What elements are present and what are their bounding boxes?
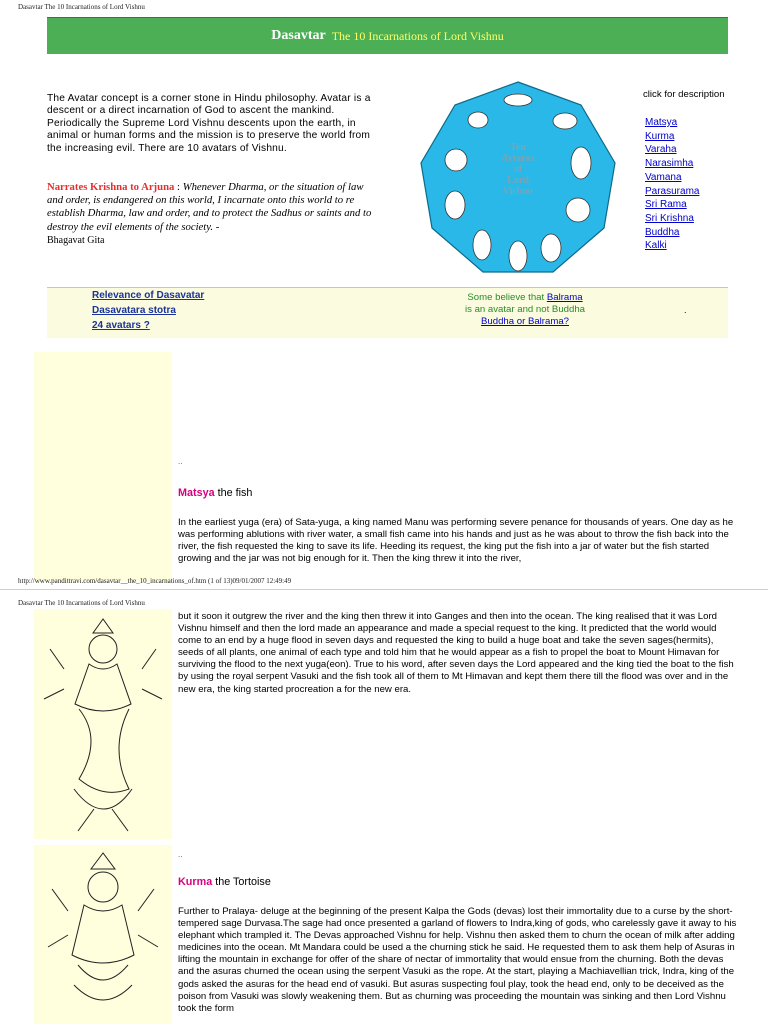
avatar-link-sri-krishna[interactable]: Sri Krishna: [645, 212, 694, 224]
avatar-link-varaha[interactable]: Varaha: [645, 144, 677, 156]
quote-text: Whenever Dharma, or the situation of law and order, is endangered on this world, I incarnate onto this world to re establish Dharma, law and order, and to protect the Sadhus or saints and to destroy the evil elements of the society.: [47, 181, 372, 233]
matsya-dots: ..: [178, 457, 183, 466]
matsya-heading: Matsya the fish: [178, 487, 253, 499]
print-footer: http://www.pandittravi.com/dasavtar__the_10_incarnations_of.htm (1 of 13)09/01/2007 12:49:49: [18, 577, 292, 585]
link-relevance[interactable]: Relevance of Dasavatar: [92, 290, 205, 301]
intro-paragraph: The Avatar concept is a corner stone in Hindu philosophy. Avatar is a descent or a direct incarnation of God to ascent the mankind. Periodically the Supreme Lord Vishnu descents upon the earth, in animal or human forms and the mission is to preserve the world from the increasing evil. There are 10 avatars of Vishnu.: [47, 93, 371, 154]
related-links: [92, 289, 204, 333]
kurma-figure-image: [34, 845, 172, 1024]
balrama-note: Some believe that Balrama is an avatar and not Buddha Buddha or Balrama?: [464, 292, 585, 327]
link-stotra[interactable]: Dasavatara stotra: [92, 304, 176, 316]
kurma-illustration: [34, 845, 172, 1024]
matsya-figure-image: [34, 609, 172, 839]
wheel-text-3: of: [513, 164, 523, 175]
avatar-link-matsya[interactable]: Matsya: [645, 117, 678, 128]
avatar-link-vamana[interactable]: Vamana: [645, 171, 682, 183]
avatar-link-sri-rama[interactable]: Sri Rama: [645, 199, 687, 211]
avatar-link-narasimha[interactable]: Narasimha: [645, 158, 694, 170]
matsya-image-column: [34, 352, 172, 582]
click-hint: click for description: [643, 89, 725, 100]
kurma-heading: Kurma the Tortoise: [178, 876, 271, 888]
avatar-link-buddha[interactable]: Buddha: [645, 226, 680, 238]
quote-source: Bhagavat Gita: [47, 234, 105, 246]
kurma-name: Kurma: [178, 876, 213, 888]
wheel-text-4: Lord: [507, 175, 529, 186]
wheel-text-5: Vishnu: [502, 186, 534, 197]
wheel-text-2: Avtaras: [501, 153, 535, 164]
avatars-wheel-image[interactable]: [418, 80, 618, 276]
avatar-link-kurma[interactable]: Kurma: [645, 130, 675, 142]
matsya-paragraph-1: In the earliest yuga (era) of Sata-yuga, a king named Manu was performing severe penance for thousands of years. One day as he was performing ablutions with river water, a small fish came into his hands and just as he was about to throw the fish back into the river, the fish requested the king to save its life. Heeding its request, the king put the fish into a jar of water but the fish started growing and the jar was not big enough for it. Then the king threw it into the river,: [178, 517, 734, 565]
avatar-link-kalki[interactable]: Kalki: [645, 240, 667, 252]
print-header-2: Dasavtar The 10 Incarnations of Lord Vishnu: [18, 599, 145, 607]
wheel-text-1: Ten: [510, 142, 526, 153]
kurma-dots: ..: [178, 850, 183, 859]
print-header: Dasavtar The 10 Incarnations of Lord Vishnu: [18, 3, 145, 11]
matsya-illustration: [34, 609, 172, 839]
banner-title: Dasavtar: [271, 28, 326, 43]
link-buddha-or-balrama[interactable]: Buddha or Balrama?: [481, 316, 569, 327]
link-balrama[interactable]: Balrama: [546, 292, 583, 303]
title-banner: [47, 17, 728, 54]
avatar-link-list: [645, 116, 699, 253]
avatar-link-parasurama[interactable]: Parasurama: [645, 185, 700, 197]
page-break: [0, 589, 768, 590]
matsya-name: Matsya: [178, 487, 215, 499]
gita-quote: Narrates Krishna to Arjuna : Whenever Dharma, or the situation of law and order, is endangered on this world, I incarnate onto this world to re establish Dharma, law and order, and to protect the Sadhus or saints and to destroy the evil elements of the society. - Bhagavat Gita: [47, 181, 372, 246]
link-24-avatars[interactable]: 24 avatars ?: [92, 319, 150, 331]
banner-subtitle: The 10 Incarnations of Lord Vishnu: [331, 28, 504, 43]
matsya-paragraph-2: but it soon it outgrew the river and the king then threw it into Ganges and then into the ocean. The king realised that it was Lord Vishnu himself and then the lord made an appearance and made a special request to the king. It predicted that the world would come to an end by a huge flood in seven days and requested the king to build a huge boat and take the seven sages(hermits), seeds of all plants, one animal of each type and told him that he would appear as a fish to propel the boat to Mount Himavan for surviving the flood to the next yuga(eon). True to his word, after seven days the Lord appeared and the king tied the boat to the fish by using the royal serpent Vasuki and the fish took all of them to Mt Himavan and kept them there till the flood was over and in the new era, the king started procreation a for the new era.: [178, 611, 734, 695]
kurma-paragraph: Further to Pralaya- deluge at the beginning of the present Kalpa the Gods (devas) lost their immortality due to a curse by the short-tempered sage Durvasa.The sage had once presented a garland of flowers to Indra,king of gods, who carelessly gave it away to his elephant which trampled it. The Devas approached Vishnu for help. Vishnu then asked them to churn the ocean of milk after adding medicines into the ocean. Mt Mandara could be used a the churning stick he said. He requested them to ask them help of Asuras in lifting the mountain in exchange for offer of the share of nectar of immortality that would ensue from the churning. Both the devas and the asuras churned the ocean using the serpent Vasuki as the rope. At the start, playing a Machiavellian trick, Indra, king of the gods asked the asuras for the head end of vasuki. But asuras suspecting foul play, took the head end, only to be deceived as the poison from Vasuki was slowly weakening them. But as churning was proceeding the mountain was sinking and then Lord Vishnu took the form: [178, 906, 737, 1014]
quote-speaker: Narrates Krishna to Arjuna: [47, 181, 175, 193]
period: .: [684, 305, 687, 315]
